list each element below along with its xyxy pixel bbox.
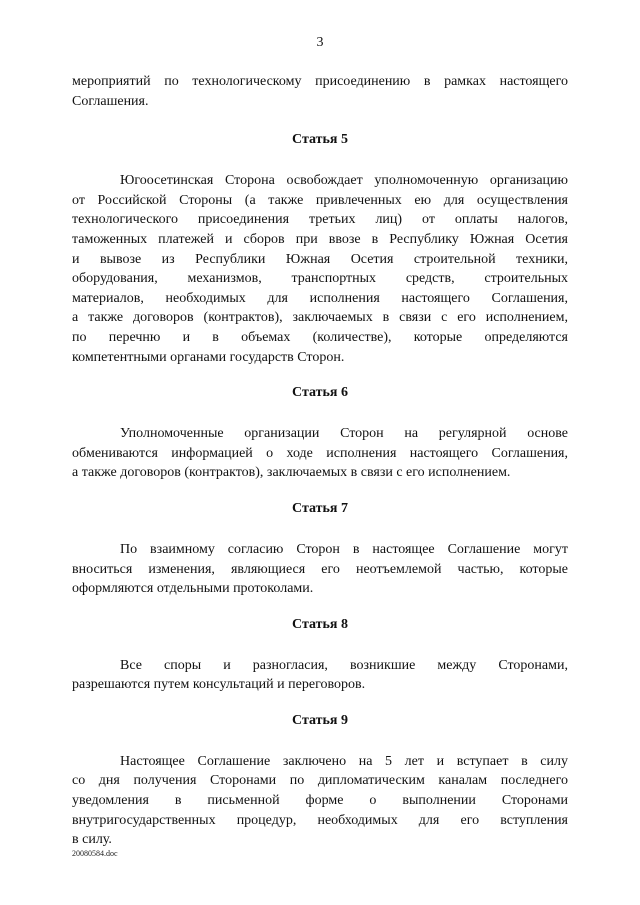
paragraph-line: мероприятий по технологическому присоединению в рамках настоящего	[72, 74, 568, 89]
paragraph-line: оборудования, механизмов, транспортных средств, строительных	[72, 271, 568, 287]
paragraph-line: обмениваются информацией о ходе исполнения настоящего Соглашения,	[72, 445, 568, 461]
paragraph-line: Югоосетинская Сторона освобождает уполномоченную организацию	[120, 173, 568, 189]
paragraph-line: технологического присоединения третьих лиц) от оплаты налогов,	[72, 212, 568, 228]
paragraph-line: таможенных платежей и сборов при ввозе в Республику Южная Осетия	[72, 231, 568, 247]
paragraph-line: а также договоров (контрактов), заключаемых в связи с его исполнением.	[72, 465, 511, 481]
article-8-heading: Статья 8	[292, 616, 348, 632]
article-7-heading: Статья 7	[292, 500, 348, 516]
article-9-text	[72, 752, 568, 850]
paragraph-line: в силу.	[72, 832, 112, 848]
article-5-heading: Статья 5	[292, 132, 348, 148]
article-9-heading: Статья 9	[292, 712, 348, 728]
document-body	[72, 72, 568, 850]
paragraph-line: разрешаются путем консультаций и переговоров.	[72, 677, 366, 693]
footer-file-name: 20080584.doc	[72, 849, 118, 858]
paragraph-line: со дня получения Сторонами по дипломатическим каналам последнего	[72, 773, 568, 789]
paragraph-line: Соглашения.	[72, 93, 149, 109]
article-6-text	[72, 424, 568, 483]
paragraph-line: а также договоров (контрактов), заключаемых в связи с его исполнением,	[72, 310, 568, 326]
paragraph-line: материалов, необходимых для исполнения настоящего Соглашения,	[72, 290, 568, 306]
paragraph-line: от Российской Стороны (а также привлеченных ею для осуществления	[72, 192, 568, 208]
paragraph-line: Все споры и разногласия, возникшие между Сторонами,	[120, 657, 568, 673]
paragraph-line: Уполномоченные организации Сторон на регулярной основе	[120, 426, 568, 442]
paragraph-line: по перечню и в объемах (количестве), которые определяются	[72, 329, 568, 345]
paragraph-line: уведомления в письменной форме о выполнении Сторонами	[72, 793, 568, 809]
paragraph-line: оформляются отдельными протоколами.	[72, 581, 314, 597]
article-6-heading: Статья 6	[292, 385, 348, 401]
article-7-text	[72, 540, 568, 599]
article-8-text	[72, 656, 568, 695]
page-number: 3	[316, 35, 324, 50]
paragraph-line: компетентными органами государств Сторон.	[72, 349, 345, 365]
paragraph-intro	[72, 72, 568, 111]
article-5-text	[72, 171, 568, 367]
paragraph-line: Настоящее Соглашение заключено на 5 лет и вступает в силу	[120, 753, 568, 769]
paragraph-line: По взаимному согласию Сторон в настоящее Соглашение могут	[120, 541, 568, 557]
paragraph-line: вноситься изменения, являющиеся его неотъемлемой частью, которые	[72, 561, 568, 577]
paragraph-line: и вывозе из Республики Южная Осетия строительной техники,	[72, 251, 568, 267]
paragraph-line: внутригосударственных процедур, необходимых для его вступления	[72, 812, 568, 828]
